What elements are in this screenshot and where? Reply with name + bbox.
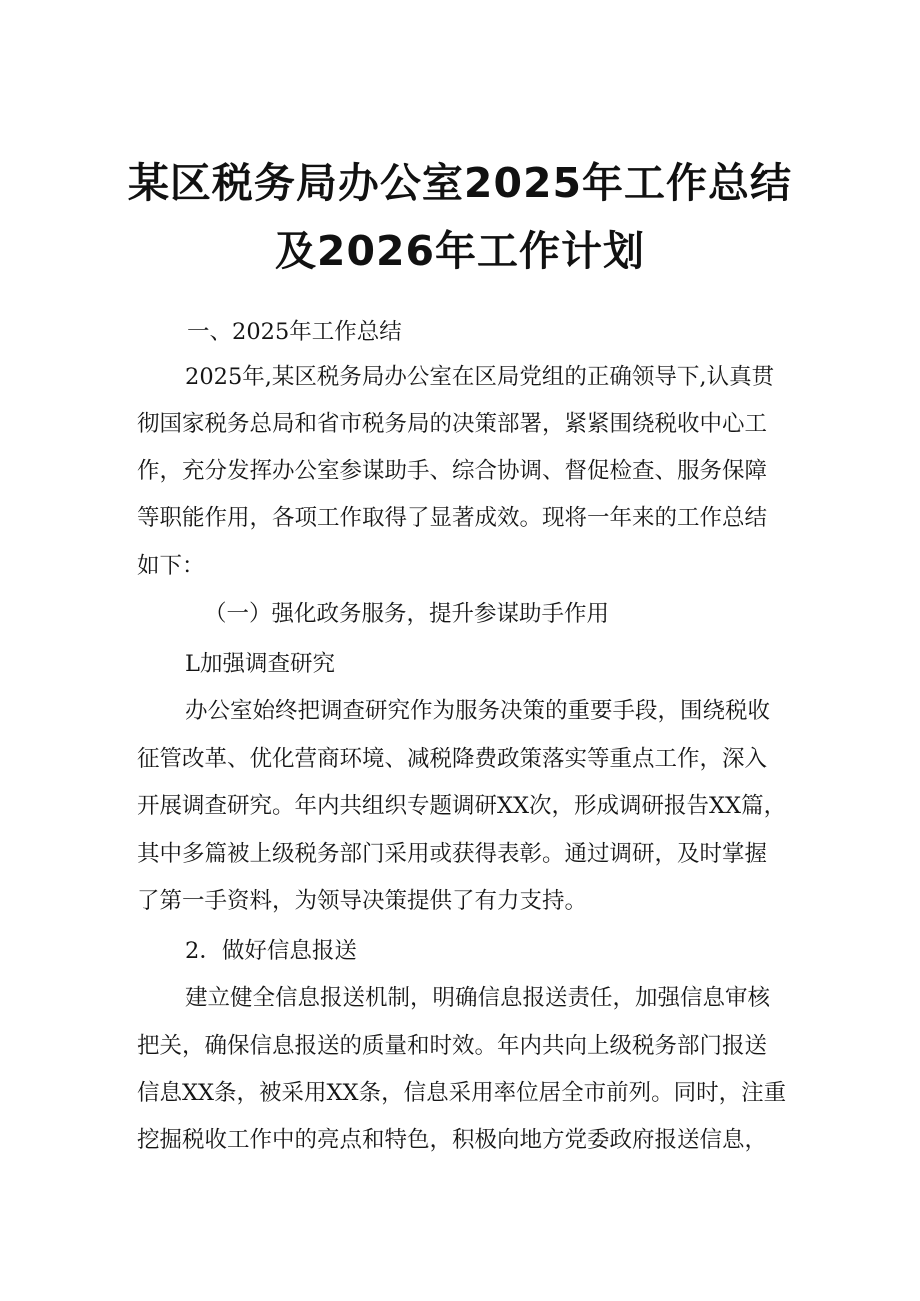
paragraph-line: 挖掘税收工作中的亮点和特色，积极向地方党委政府报送信息，: [137, 1127, 768, 1153]
document-title-line-1: 某区税务局办公室2025年工作总结: [127, 159, 793, 207]
section-heading: 一、2025年工作总结: [187, 319, 402, 345]
paragraph-line: 如下：: [137, 553, 205, 579]
item-heading: 2．做好信息报送: [185, 938, 357, 964]
paragraph-line: 信息XX条，被采用XX条，信息采用率位居全市前列。同时，注重: [137, 1080, 787, 1106]
intro-line-4: 等职能作用，各项工作取得了显著成效。现将一年来的工作总结: [137, 505, 768, 531]
paragraph-line: 其中多篇被上级税务部门采用或获得表彰。通过调研，及时掌握: [137, 841, 768, 867]
document-title-line-2: 及2026年工作计划: [274, 227, 646, 275]
paragraph-line: 开展调查研究。年内共组织专题调研XX次，形成调研报告XX篇，: [137, 793, 787, 819]
paragraph-line: [137, 406, 787, 438]
paragraph-line: 征管改革、优化营商环境、减税降费政策落实等重点工作，深入: [137, 746, 768, 772]
paragraph-line: [185, 359, 787, 391]
paragraph-line: 办公室始终把调查研究作为服务决策的重要手段，围绕税收: [185, 698, 771, 724]
intro-line-3: 作，充分发挥办公室参谋助手、综合协调、督促检查、服务保障: [137, 458, 768, 484]
subsection-heading: （一）强化政务服务，提升参谋助手作用: [204, 601, 610, 627]
paragraph-line: 了第一手资料，为领导决策提供了有力支持。: [137, 888, 588, 914]
intro-line-1: 2025年,某区税务局办公室在区局党组的正确领导下,认真贯: [185, 364, 775, 390]
paragraph-line: [137, 500, 787, 532]
paragraph-line: [137, 453, 787, 485]
item-heading: L加强调查研究: [185, 651, 335, 677]
paragraph-line: 建立健全信息报送机制，明确信息报送责任，加强信息审核: [185, 985, 771, 1011]
paragraph-line: 把关，确保信息报送的质量和时效。年内共向上级税务部门报送: [137, 1033, 768, 1059]
intro-line-2: 彻国家税务总局和省市税务局的决策部署，紧紧围绕税收中心工: [137, 411, 768, 437]
